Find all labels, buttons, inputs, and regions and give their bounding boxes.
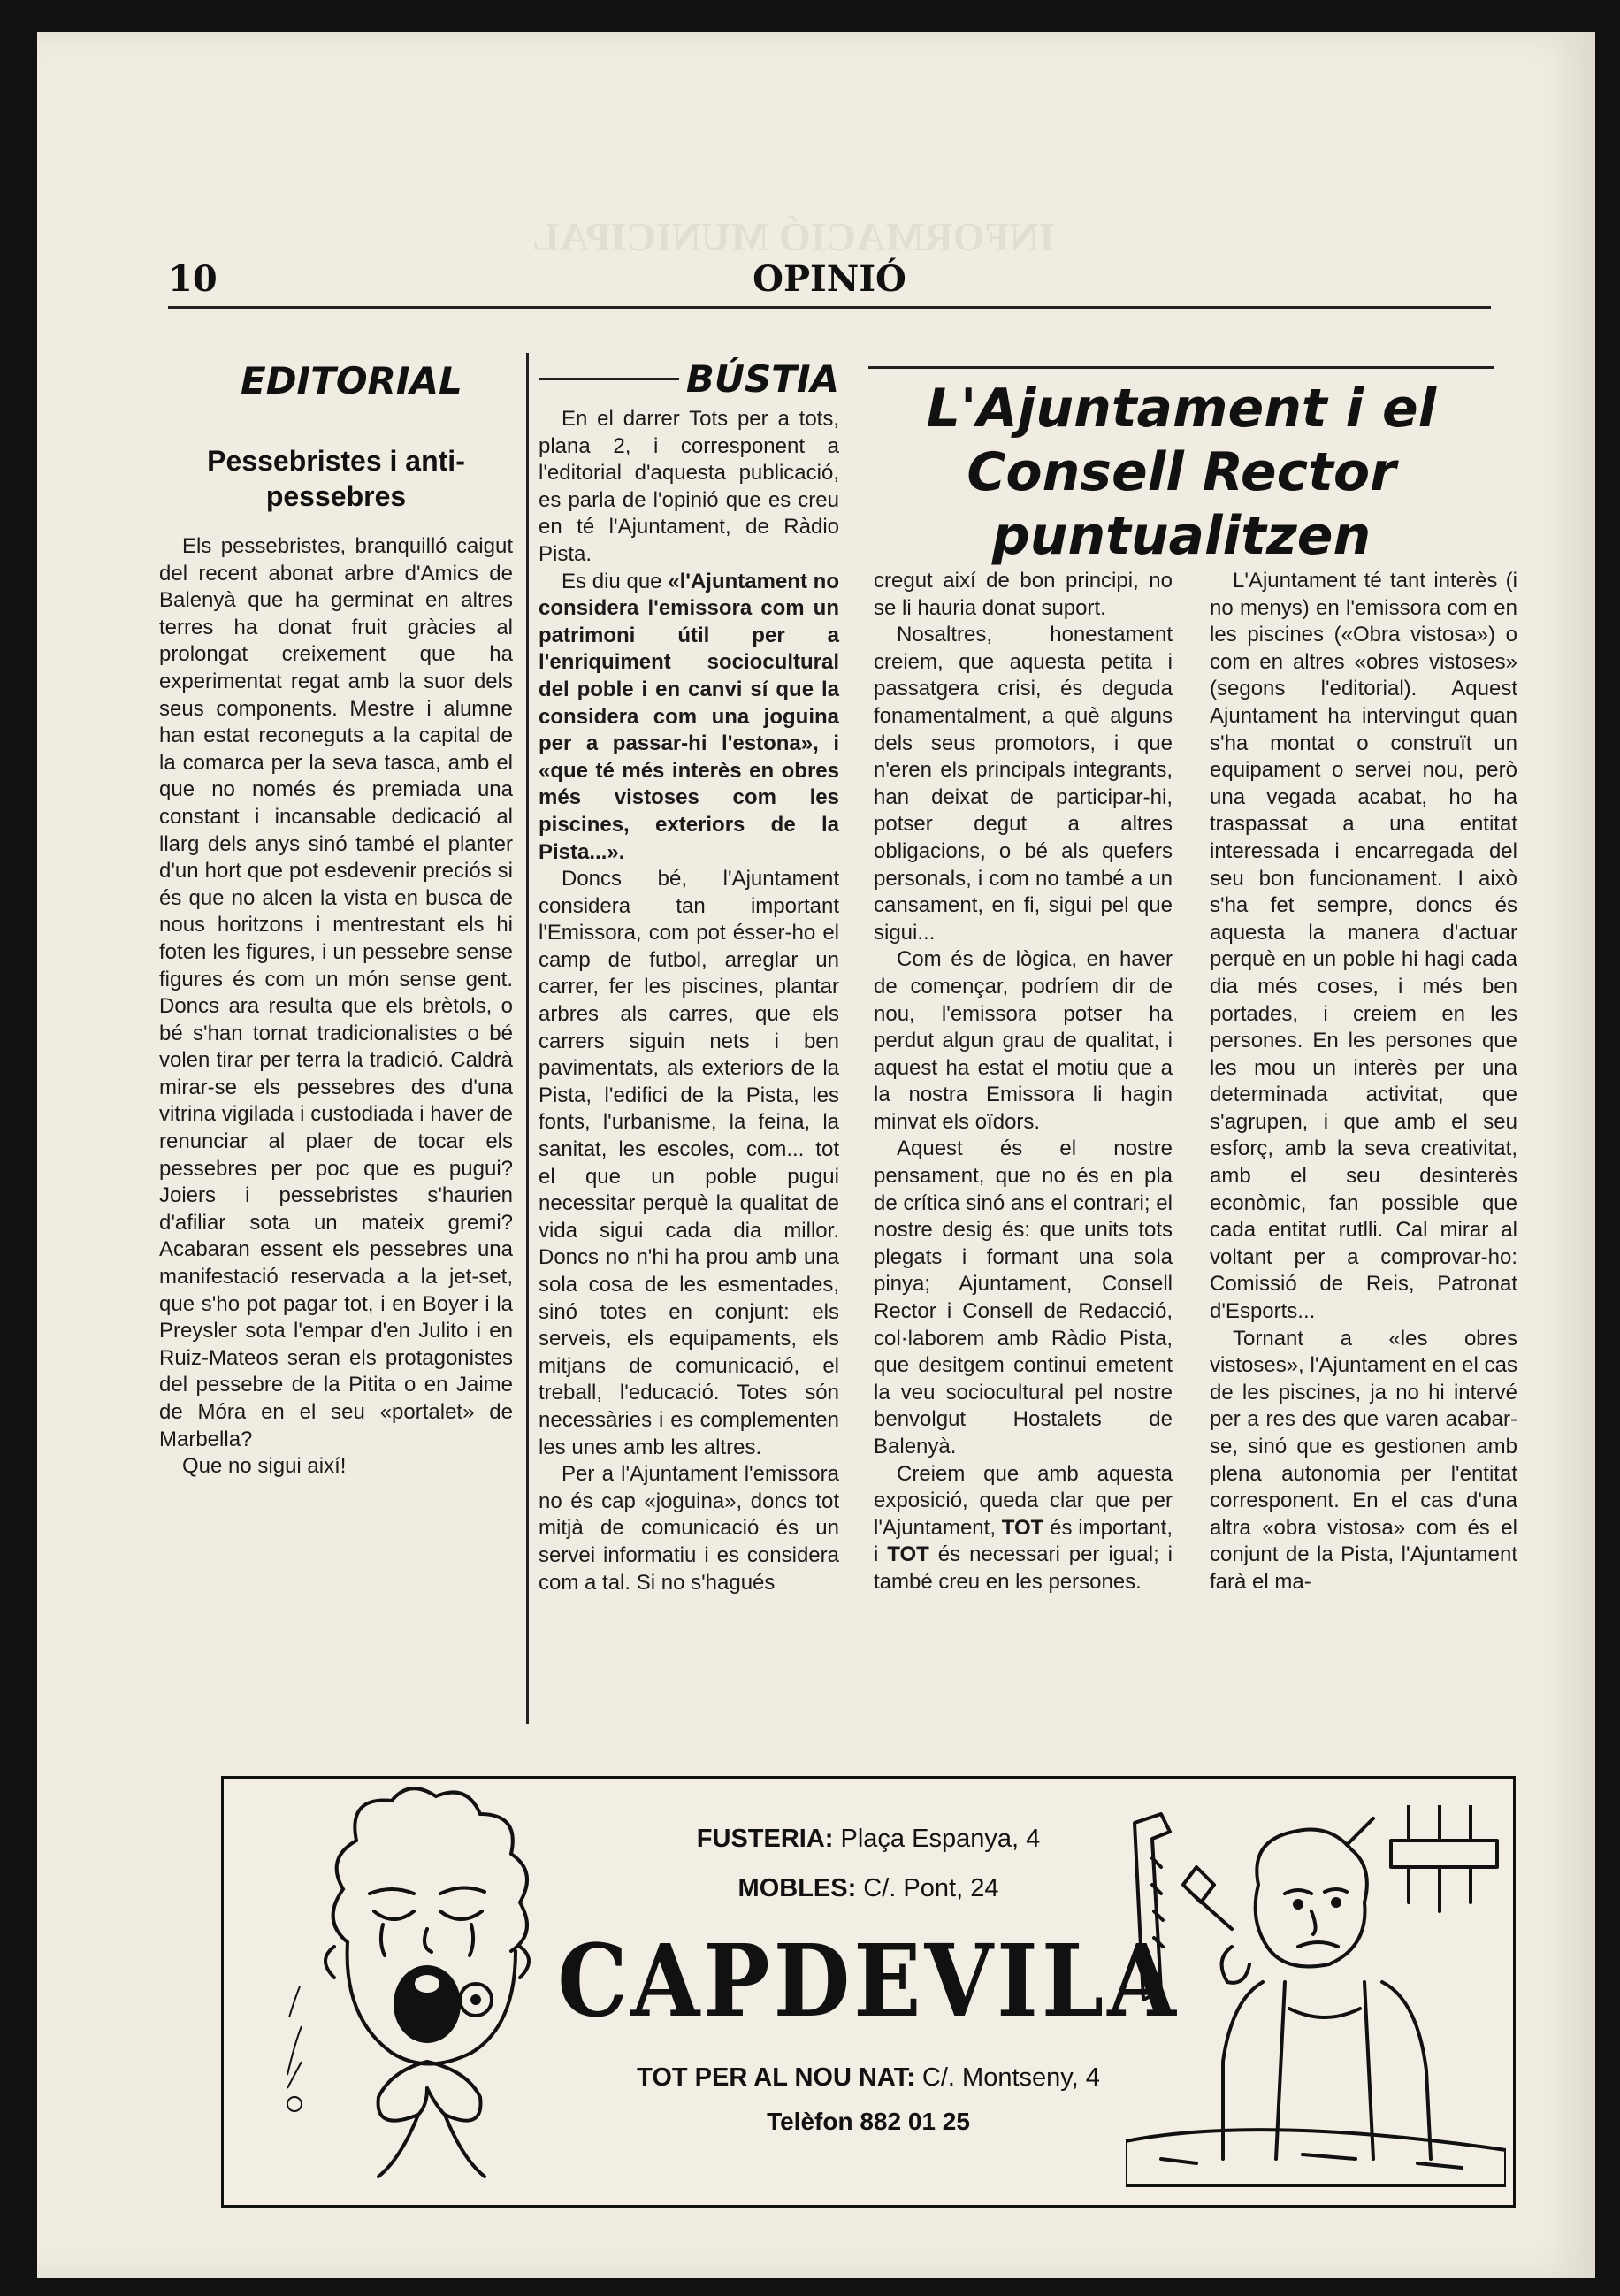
ad-label: MOBLES:: [737, 1874, 857, 1902]
article-paragraph: Aquest és el nostre pensament, que no és en pla de crítica sinó ans el contrari; el nostre desig és: que units tots plegats i formant una sola pinya; Ajuntament, Consell Rector i Consell de Redacció, col·laborem amb Ràdio Pista, que desitgem continui emetent la veu sociocultural pel nostre benvolgut Hostalets de Balenyà.: [874, 1137, 1173, 1458]
heading-rule: [539, 378, 679, 380]
article-title: L'Ajuntament i el Consell Rector puntualitzen: [926, 378, 1437, 567]
emphasis-tot: TOT: [1001, 1515, 1044, 1540]
ad-value: C/. Pont, 24: [856, 1874, 999, 1902]
text-run: Creiem que amb aquesta exposició, queda clar que per l'Ajuntament,: [874, 1461, 1173, 1540]
bustia-paragraph: En el darrer Tots per a tots, plana 2, i corresponent a l'editorial d'aquesta publicació, es parla de l'opinió que es creu en té l'Ajuntament, de Ràdio Pista.: [539, 407, 839, 566]
newspaper-page: [37, 32, 1595, 2278]
article-paragraph: Tornant a «les obres vistoses», l'Ajuntament en el cas de les piscines, ja no hi intervé per a res des que varen acabar-se, sinó que es gestionen amb plena autonomia per l'entitat corresponent. En el cas d'una altra «obra vistosa» com és el conjunt de la Pista, l'Ajuntament farà el ma-: [1210, 1326, 1517, 1594]
text-run: és important, i: [874, 1515, 1173, 1567]
ad-value: C/. Montseny, 4: [914, 2063, 1100, 2092]
emphasis-tot: TOT: [887, 1542, 929, 1567]
bleed-through-text: INFORMACIÓ MUNICIPAL: [532, 214, 1055, 259]
section-title: OPINIÓ: [753, 258, 906, 300]
ad-value: Plaça Espanya, 4: [833, 1825, 1041, 1853]
carpenter-illustration: [1126, 1805, 1506, 2194]
editorial-label: EDITORIAL: [241, 359, 462, 402]
article-paragraph: cregut així de bon principi, no se li hauria donat suport.: [874, 569, 1173, 620]
article-paragraph: Nosaltres, honestament creiem, que aquesta petita i passatgera crisi, és deguda fonamentalment, a què alguns dels seus promotors, i que n'eren els principals integrants, han deixat de participar-hi, potser degut a altres obligacions, o bé als quefers personals, i com no també a un cansament, en fi, sigui pel que sigui...: [874, 623, 1173, 945]
article-paragraph: L'Ajuntament té tant interès (i no menys) en l'emissora com en les piscines («Obra vistosa») o com en altres «obres vistoses» (segons l'editorial). Aquest Ajuntament ha intervingut quan s'ha montat o construït un equipament o servei nou, però una vegada acabat, ho ha traspassat a una entitat interessada i encarregada del seu bon funcionament. I això s'ha fet sempre, doncs és aquesta la manera d'actuar perquè en un poble hi hagi cada dia més coses, i més ben portades, i creiem en les persones. En les persones que les mou un interès per una determinada activitat, que s'agrupen, i que amb el seu esforç, amb la seva creativitat, amb el seu desinterès econòmic, fan possible que cada entitat rutlli. Cal mirar al voltant per a comprovar-ho: Comissió de Reis, Patronat d'Esports...: [1210, 569, 1517, 1324]
article-rule: [868, 366, 1494, 369]
bustia-heading: [539, 357, 839, 401]
page-header: [168, 253, 1491, 309]
bustia-paragraph: Per a l'Ajuntament l'emissora no és cap «joguina», doncs tot mitjà de comunicació és un servei informatiu i es considera com a tal. Si no s'hagués: [539, 1462, 839, 1595]
bustia-paragraph: [539, 569, 839, 867]
page-number: 10: [168, 258, 218, 300]
ad-label: TOT PER AL NOU NAT:: [637, 2063, 915, 2092]
editorial-paragraph: Els pessebristes, branquilló caigut del recent abonat arbre d'Amics de Balenyà que ha germinat en altres terres ha donat fruit gràcies al prolongat creixement que ha experimentat regat amb la suor dels seus components. Mestre i alumne han estat reconeguts a la capital de la comarca per la seva tasca, amb el que no només és premiada una constant i incansable dedicació al llarg dels anys sinó també el planter d'un hort que pot esdevenir preciós si és que no alcen la vista en busca de nous horitzons i mentrestant els hi foten les figures, i un pessebre sense figures és com un món sense gent. Doncs ara resulta que els brètols, o bé s'han tornat tradicionalistes o bé volen tirar per terra la tradició. Caldrà mirar-se els pessebres des d'una vitrina vigilada i custodiada i haver de renunciar al plaer de tocar els pessebres per poc que es pugui? Joiers i pessebristes s'haurien d'afiliar sota un mateix gremi? Acabaran essent els pessebres una manifestació reservada a la jet-set, que s'ho pot pagar tot, i en Boyer i la Preysler sota l'empar d'en Julito i en Ruiz-Mateos seran els protagonistes del pessebre de la Pitita o en Jaime de Móra en el seu «portalet» de Marbella?: [159, 534, 513, 1451]
ad-brand-name: CAPDEVILA: [557, 1922, 1180, 2040]
advertisement-box: [221, 1776, 1516, 2208]
bustia-lead: Es diu que: [562, 569, 669, 593]
article-paragraph: Com és de lògica, en haver de començar, podríem dir de nou, l'emissora potser ha perdut algun grau de qualitat, i aquest ha estat el motiu que a la nostra Emissora li hagin minvat els oïdors.: [874, 947, 1173, 1134]
bustia-quote: «l'Ajuntament no considera l'emissora com un patrimoni útil per a l'enriquiment sociocultural del poble i en canvi sí que la considera com una joguina per a passar-hi l'estona», i «que té més interès en obres més vistoses com les piscines, exteriors de la Pista...».: [539, 569, 839, 864]
ad-label: FUSTERIA:: [696, 1825, 834, 1853]
article-column-right: [1210, 568, 1517, 1596]
text-run: és necessari per igual; i també creu en les persones.: [874, 1542, 1173, 1594]
editorial-title: Pessebristes i anti-pessebres: [207, 445, 465, 512]
column-divider: [526, 353, 529, 1724]
bustia-column: [539, 357, 839, 1596]
bustia-paragraph: Doncs bé, l'Ajuntament considera tan important l'Emissora, com pot ésser-ho el camp de futbol, arreglar un carrer, fer les piscines, plantar arbres als carres, que els carrers siguin nets i ben pavimentats, als exteriors de la Pista, l'edifici de la Pista, les fonts, l'urbanisme, la feina, la sanitat, les escoles, com... tot el que un poble pugui necessitar perquè la qualitat de vida sigui cada dia millor. Doncs no n'hi ha prou amb una sola cosa de les esmentades, sinó totes en conjunt: els serveis, els equipaments, els mitjans de comunicació, el treball, l'educació. Totes són necessàries i es complementen les unes amb les altres.: [539, 867, 839, 1459]
bustia-label: BÚSTIA: [685, 357, 839, 401]
article-column-left: [874, 568, 1173, 1596]
ad-phone: Telèfon 882 01 25: [767, 2108, 970, 2135]
article-paragraph: [874, 1461, 1173, 1596]
editorial-paragraph: Que no sigui així!: [182, 1454, 347, 1479]
editorial-column: [159, 359, 513, 1481]
